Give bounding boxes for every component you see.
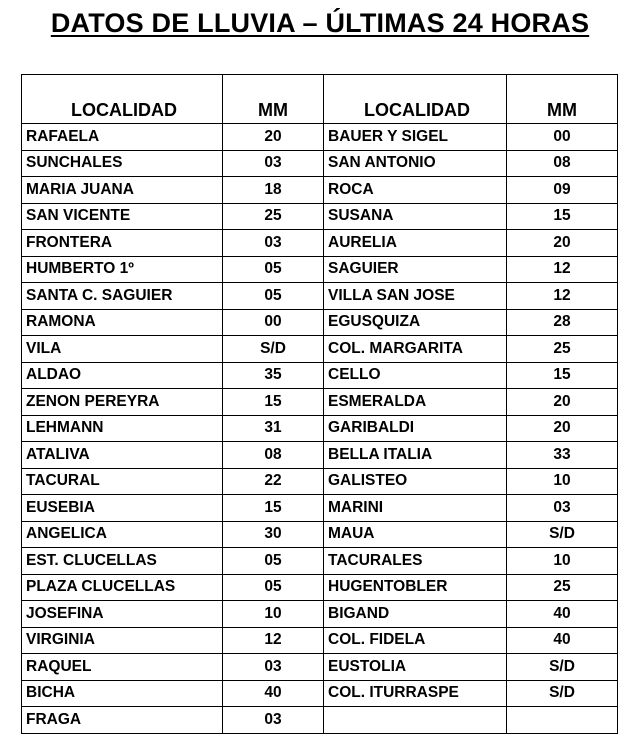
table-row <box>22 256 618 283</box>
mm-cell-right <box>507 707 618 734</box>
locality-cell-right: CELLO <box>324 362 507 389</box>
table-row <box>22 707 618 734</box>
mm-cell-left: 12 <box>223 627 324 654</box>
page-title <box>0 6 640 40</box>
mm-cell-left: 00 <box>223 309 324 336</box>
table-row <box>22 203 618 230</box>
table-body <box>22 124 618 734</box>
mm-cell-right: S/D <box>507 654 618 681</box>
locality-cell-right: COL. MARGARITA <box>324 336 507 363</box>
mm-cell-right: 20 <box>507 415 618 442</box>
mm-cell-right: S/D <box>507 521 618 548</box>
locality-cell-left: EST. CLUCELLAS <box>22 548 223 575</box>
locality-cell-left: LEHMANN <box>22 415 223 442</box>
locality-cell-right: COL. ITURRASPE <box>324 680 507 707</box>
mm-cell-right: 09 <box>507 177 618 204</box>
mm-cell-right: 12 <box>507 283 618 310</box>
header-locality-left: LOCALIDAD <box>22 75 223 124</box>
locality-cell-right: ESMERALDA <box>324 389 507 416</box>
mm-cell-left: 05 <box>223 574 324 601</box>
locality-cell-left: BICHA <box>22 680 223 707</box>
table-row <box>22 230 618 257</box>
mm-cell-left: 30 <box>223 521 324 548</box>
table-row <box>22 495 618 522</box>
header-mm-left: MM <box>223 75 324 124</box>
locality-cell-left: ZENON PEREYRA <box>22 389 223 416</box>
locality-cell-right: SUSANA <box>324 203 507 230</box>
locality-cell-left: TACURAL <box>22 468 223 495</box>
page-title-text: DATOS DE LLUVIA – ÚLTIMAS 24 HORAS <box>50 8 590 38</box>
mm-cell-right: 33 <box>507 442 618 469</box>
table-row <box>22 150 618 177</box>
locality-cell-right: MAUA <box>324 521 507 548</box>
locality-cell-right: EGUSQUIZA <box>324 309 507 336</box>
table-row <box>22 574 618 601</box>
locality-cell-right: HUGENTOBLER <box>324 574 507 601</box>
table-row <box>22 415 618 442</box>
mm-cell-left: 03 <box>223 654 324 681</box>
header-locality-right: LOCALIDAD <box>324 75 507 124</box>
locality-cell-left: ANGELICA <box>22 521 223 548</box>
mm-cell-left: S/D <box>223 336 324 363</box>
rainfall-table <box>21 74 618 734</box>
mm-cell-left: 08 <box>223 442 324 469</box>
locality-cell-left: ATALIVA <box>22 442 223 469</box>
mm-cell-left: 15 <box>223 389 324 416</box>
locality-cell-right: GARIBALDI <box>324 415 507 442</box>
mm-cell-right: 25 <box>507 574 618 601</box>
mm-cell-left: 20 <box>223 124 324 151</box>
locality-cell-right: SAGUIER <box>324 256 507 283</box>
locality-cell-right: TACURALES <box>324 548 507 575</box>
locality-cell-right: BELLA ITALIA <box>324 442 507 469</box>
mm-cell-left: 05 <box>223 256 324 283</box>
mm-cell-left: 35 <box>223 362 324 389</box>
mm-cell-right: 03 <box>507 495 618 522</box>
table-row <box>22 442 618 469</box>
mm-cell-left: 05 <box>223 548 324 575</box>
mm-cell-left: 03 <box>223 230 324 257</box>
locality-cell-right: EUSTOLIA <box>324 654 507 681</box>
locality-cell-left: SAN VICENTE <box>22 203 223 230</box>
table-row <box>22 680 618 707</box>
locality-cell-left: SUNCHALES <box>22 150 223 177</box>
mm-cell-left: 25 <box>223 203 324 230</box>
locality-cell-left: MARIA JUANA <box>22 177 223 204</box>
locality-cell-left: SANTA C. SAGUIER <box>22 283 223 310</box>
locality-cell-left: JOSEFINA <box>22 601 223 628</box>
mm-cell-right: 40 <box>507 627 618 654</box>
table-row <box>22 654 618 681</box>
mm-cell-right: 00 <box>507 124 618 151</box>
locality-cell-right: BIGAND <box>324 601 507 628</box>
table-row <box>22 309 618 336</box>
mm-cell-right: 10 <box>507 468 618 495</box>
mm-cell-left: 15 <box>223 495 324 522</box>
locality-cell-left: FRONTERA <box>22 230 223 257</box>
table-row <box>22 177 618 204</box>
locality-cell-right: GALISTEO <box>324 468 507 495</box>
locality-cell-left: VIRGINIA <box>22 627 223 654</box>
table-row <box>22 601 618 628</box>
mm-cell-left: 03 <box>223 150 324 177</box>
table-row <box>22 627 618 654</box>
table-row <box>22 389 618 416</box>
mm-cell-right: 20 <box>507 389 618 416</box>
table-row <box>22 283 618 310</box>
table-row <box>22 521 618 548</box>
locality-cell-left: FRAGA <box>22 707 223 734</box>
locality-cell-right: VILLA SAN JOSE <box>324 283 507 310</box>
mm-cell-left: 31 <box>223 415 324 442</box>
locality-cell-right: AURELIA <box>324 230 507 257</box>
locality-cell-right: BAUER Y SIGEL <box>324 124 507 151</box>
mm-cell-right: 08 <box>507 150 618 177</box>
locality-cell-right: MARINI <box>324 495 507 522</box>
header-mm-right: MM <box>507 75 618 124</box>
mm-cell-left: 40 <box>223 680 324 707</box>
mm-cell-left: 18 <box>223 177 324 204</box>
locality-cell-right <box>324 707 507 734</box>
locality-cell-right: ROCA <box>324 177 507 204</box>
mm-cell-right: 40 <box>507 601 618 628</box>
locality-cell-left: RAQUEL <box>22 654 223 681</box>
mm-cell-left: 05 <box>223 283 324 310</box>
locality-cell-right: SAN ANTONIO <box>324 150 507 177</box>
locality-cell-left: HUMBERTO 1º <box>22 256 223 283</box>
mm-cell-right: 10 <box>507 548 618 575</box>
locality-cell-left: PLAZA CLUCELLAS <box>22 574 223 601</box>
mm-cell-left: 03 <box>223 707 324 734</box>
mm-cell-right: 15 <box>507 362 618 389</box>
mm-cell-right: S/D <box>507 680 618 707</box>
table-row <box>22 362 618 389</box>
table-row <box>22 468 618 495</box>
locality-cell-left: RAFAELA <box>22 124 223 151</box>
mm-cell-right: 20 <box>507 230 618 257</box>
locality-cell-left: RAMONA <box>22 309 223 336</box>
locality-cell-left: ALDAO <box>22 362 223 389</box>
locality-cell-right: COL. FIDELA <box>324 627 507 654</box>
locality-cell-left: EUSEBIA <box>22 495 223 522</box>
table-row <box>22 336 618 363</box>
locality-cell-left: VILA <box>22 336 223 363</box>
mm-cell-right: 12 <box>507 256 618 283</box>
mm-cell-right: 15 <box>507 203 618 230</box>
table-row <box>22 548 618 575</box>
mm-cell-right: 25 <box>507 336 618 363</box>
table-header-row <box>22 75 618 124</box>
mm-cell-right: 28 <box>507 309 618 336</box>
mm-cell-left: 10 <box>223 601 324 628</box>
mm-cell-left: 22 <box>223 468 324 495</box>
table-row <box>22 124 618 151</box>
